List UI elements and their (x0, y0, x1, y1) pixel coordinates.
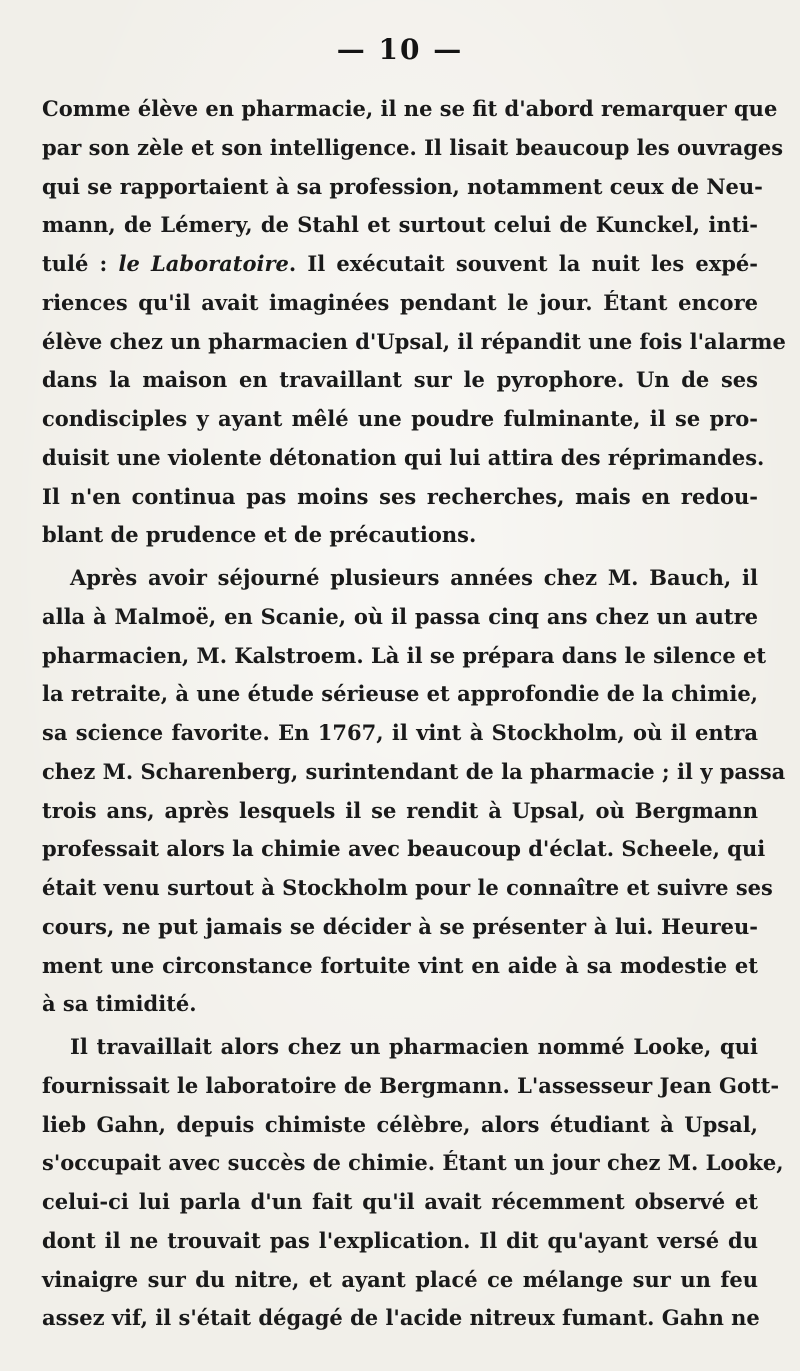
text-line: était venu surtout à Stockholm pour le connaître et suivre ses (42, 875, 773, 900)
text-segment: . Il exécutait souvent la nuit les expé- (288, 251, 758, 276)
text-line: lieb Gahn, depuis chimiste célèbre, alors étudiant à Upsal, (42, 1111, 758, 1137)
paragraph-2 (42, 559, 786, 1024)
text-line: par son zèle et son intelligence. Il lisait beaucoup les ouvrages (42, 134, 784, 160)
text-line: assez vif, il s'était dégagé de l'acide nitreux fumant. Gahn ne (42, 1305, 760, 1331)
text-line: duisit une violente détonation qui lui attira des réprimandes. (42, 444, 765, 470)
text-line: ment une circonstance fortuite vint en aide à sa modestie et (42, 952, 758, 978)
text-line: fournissait le laboratoire de Bergmann. L'assesseur Jean Gott- (42, 1072, 780, 1098)
text-line: dont il ne trouvait pas l'explication. Il dit qu'ayant versé du (42, 1227, 758, 1253)
text-line: Il travaillait alors chez un pharmacien nommé Looke, qui (70, 1034, 758, 1059)
text-line: vinaigre sur du nitre, et ayant placé ce mélange sur un feu (42, 1266, 758, 1292)
text-line: s'occupait avec succès de chimie. Étant un jour chez M. Looke, (42, 1150, 784, 1176)
text-line: la retraite, à une étude sérieuse et approfondie de la chimie, (42, 681, 758, 707)
text-line: cours, ne put jamais se décider à se présenter à lui. Heureu- (42, 913, 758, 939)
text-line: blant de prudence et de précautions. (42, 522, 477, 548)
text-line: dans la maison en travaillant sur le pyrophore. Un de ses (42, 367, 758, 393)
paragraph-1 (42, 90, 786, 555)
text-line: à sa timidité. (42, 991, 197, 1017)
text-line: Après avoir séjourné plusieurs années chez M. Bauch, il (70, 565, 758, 590)
text-line: pharmacien, M. Kalstroem. Là il se prépara dans le silence et (42, 642, 767, 668)
text-line: Il n'en continua pas moins ses recherches, mais en redou- (42, 483, 758, 509)
text-line: sa science favorite. En 1767, il vint à Stockholm, où il entra (42, 720, 758, 745)
paragraph-3 (42, 1028, 784, 1338)
text-line: chez M. Scharenberg, surintendant de la pharmacie ; il y passa (42, 758, 786, 784)
text-line: alla à Malmoë, en Scanie, où il passa cinq ans chez un autre (42, 603, 758, 629)
text-line (42, 245, 758, 284)
italic-title: le Laboratoire (118, 251, 289, 276)
text-line: riences qu'il avait imaginées pendant le jour. Étant encore (42, 289, 758, 315)
text-line: professait alors la chimie avec beaucoup d'éclat. Scheele, qui (42, 836, 766, 862)
body-text (42, 90, 786, 1338)
text-line: Comme élève en pharmacie, il ne se fit d'abord remarquer que (42, 96, 778, 121)
text-line: condisciples y ayant mêlé une poudre fulminante, il se pro- (42, 406, 758, 431)
text-line: qui se rapportaient à sa profession, notamment ceux de Neu- (42, 173, 763, 199)
text-line: celui-ci lui parla d'un fait qu'il avait récemment observé et (42, 1189, 758, 1214)
text-line: mann, de Lémery, de Stahl et surtout celui de Kunckel, inti- (42, 212, 758, 238)
text-segment: tulé : (42, 251, 119, 276)
text-line: élève chez un pharmacien d'Upsal, il répandit une fois l'alarme (42, 328, 786, 354)
page-number: — 10 — (336, 33, 464, 66)
text-line: trois ans, après lesquels il se rendit à Upsal, où Bergmann (42, 797, 758, 823)
